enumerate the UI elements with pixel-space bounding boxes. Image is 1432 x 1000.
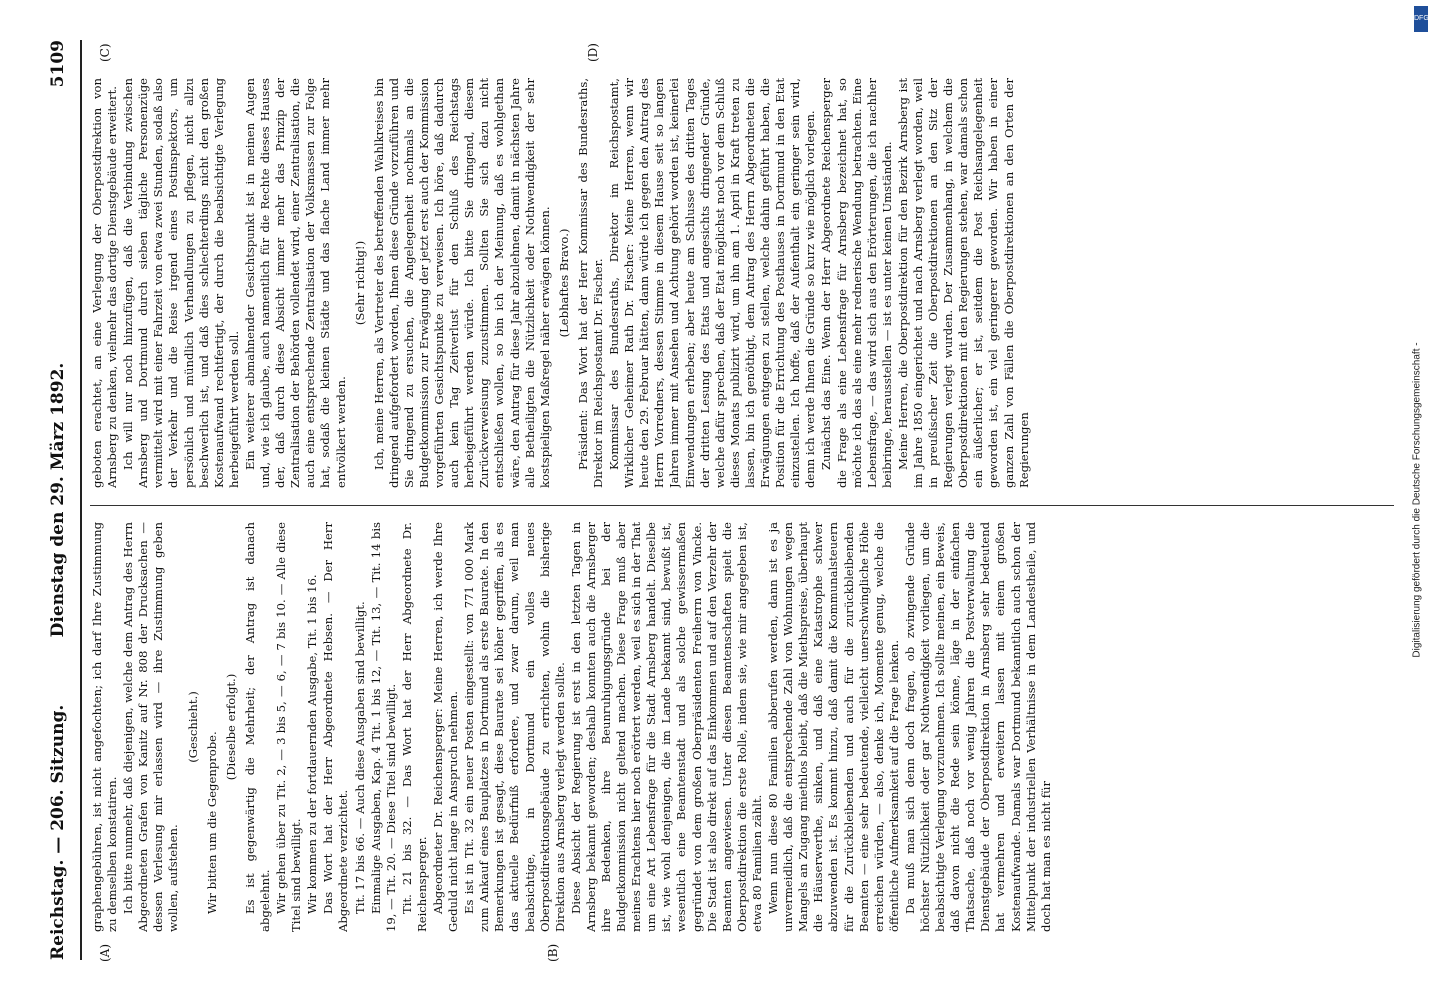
right-column-paragraph: (Lebhaftes Bravo.): [556, 228, 571, 338]
margin-marker-d: (D): [586, 43, 600, 62]
rotated-document-page: [26, 20, 1406, 980]
column-divider: [90, 505, 1394, 506]
left-column-paragraph: Es ist gegenwärtig die Mehrheit; der Antrag ist danach abgelehnt.: [242, 522, 272, 932]
margin-marker-c: (C): [98, 43, 112, 62]
credit-text: Digitalisierung gefördert durch die Deutsche Forschungsgemeinschaft -: [1411, 342, 1423, 658]
header-date: Dienstag den 29. März 1892.: [48, 362, 68, 638]
margin-marker-a: (A): [98, 943, 112, 962]
right-column-paragraph: (Sehr richtig!): [352, 240, 367, 326]
dfg-logo: DFG: [1414, 6, 1428, 32]
right-column-paragraph: Zunächst das Eine. Wenn der Herr Abgeordnete Reichensperger die Frage als eine Lebensfrage für Arnsberg bezeichnet hat, so möchte ich das als eine mehr rednerische Wendung betrachten. Eine Lebensfrage, — das wird sich aus den Erörterungen, die ich nachher beibringe, herausstellen — ist es unter keinen Umständen.: [819, 78, 894, 488]
left-column-paragraph: Wir bitten um die Gegenprobe.: [204, 731, 219, 914]
left-column-paragraph: Wenn nun diese 80 Familien abberufen werden, dann ist es ja unvermeidlich, daß die entsprechende Zahl von Wohnungen wegen Mangels an Zugang miethlos bleibt, daß die Miethspreise, überhaupt die Häuserwerthe, sinken, und daß eine Katastrophe schwer abzuwenden ist. Es kommt hinzu, daß damit die Kommunalsteuern für die Zurückbleibenden und auch für die zurückbleibenden Beamten — eine sehr bedeutende, vielleicht unerschwingliche Höhe erreichen würden, — also, denke ich, Momente genug, welche die öffentliche Aufmerksamkeit auf die Frage lenken.: [766, 522, 901, 932]
left-column-paragraph: Da muß man sich denn doch fragen, ob zwingende Gründe höchster Nützlichkeit oder gar Nothwendigkeit vorliegen, um die beabsichtigte Verlegung vorzunehmen. Ich sollte meinen, ein Beweis, daß davon nicht die Rede sein könne, läge in der einfachen Thatsache, daß noch vor wenig Jahren die Postverwaltung die Dienstgebäude der Oberpostdirektion in Arnsberg sehr bedeutend hat vermehren und erweitern lassen mit einem großen Kostenaufwande. Damals war Dortmund bekanntlich auch schon der Mittelpunkt der industriellen Verhältnisse in dem Landestheile, und doch hat man es nicht für: [902, 522, 1053, 932]
right-column-paragraph: Ich, meine Herren, als Vertreter des betreffenden Wahlkreises bin dringend aufgefordert worden, Ihnen diese Gründe vorzuführen und Sie dringend zu ersuchen, die Angelegenheit nochmals an die Budgetkommission zur Erwägung der jetzt erst auch der Kommission vorgeführten Gesichtspunkte zu verweisen. Ich höre, daß dadurch auch kein Tag Zeitverlust für den Schluß des Reichstags herbeigeführt werden würde. Ich bitte Sie dringend, diesem Zurückverweisung zuzustimmen. Sollten Sie sich dazu nicht entschließen wollen, so bin ich der Meinung, daß es wohlgethan wäre, den Antrag für diese Jahr abzulehnen, damit in nächsten Jahre alle Betheiligten die Nützlichkeit oder Nothwendigkeit der sehr kostspieligen Maßregel näher erwägen können.: [371, 78, 552, 488]
margin-marker-b: (B): [546, 943, 560, 962]
right-column-paragraph: Kommissar des Bundesraths, Direktor im Reichspostamt, Wirklicher Geheimer Rath Dr. Fischer: Meine Herren, wenn wir heute den 29. Februar hätten, dann würde ich gegen den Antrag des Herrn Vorredners, dessen Stimme in diesem Hause seit so langen Jahren immer mit Ansehen und Achtung gehört worden ist, keinerlei Einwendungen erheben; aber heute am Schlusse des dritten Tages der dritten Lesung des Etats und angesichts dringender Gründe, welche dafür sprechen, daß der Etat möglichst noch vor dem Schluß dieses Monats publizirt wird, um ihn am 1. April in Kraft treten zu lassen, bin ich genöthigt, dem Antrag des Herrn Abgeordneten die Erwägungen entgegen zu stellen, welche dahin geführt haben, die Position für die Errichtung des Posthauses in Dortmund in den Etat einzustellen. Ich hoffe, daß der Aufenthalt ein geringer sein wird, denn ich werde Ihnen die Gründe so kurz wie möglich vorlegen.: [607, 78, 818, 488]
left-column-paragraph: Wir kommen zu der fortdauernden Ausgabe, Tit. 1 bis 16.: [305, 574, 320, 914]
left-column-paragraph: (Dieselbe erfolgt.): [223, 673, 238, 781]
left-column-paragraph: (Geschieht.): [185, 691, 200, 763]
left-column-paragraph: Es ist in Tit. 32 ein neuer Posten eingestellt: von 771 000 Mark zum Ankauf eines Bauplatzes in Dortmund als erste Baurate. In den Bemerkungen ist gesagt, diese Baurate sei höher gegriffen, als es das aktuelle Bedürfniß erfordere, und zwar darum, weil man beabsichtige, in Dortmund ein volles neues Oberpostdirektionsgebäude zu errichten, wohin die bisherige Direktion aus Arnsberg verlegt werden sollte.: [462, 522, 567, 932]
left-column-paragraph: Das Wort hat der Herr Abgeordnete Hebsen. — Der Herr Abgeordnete verzichtet.: [321, 522, 351, 932]
right-column-paragraph: Meine Herren, die Oberpostdirektion für den Bezirk Arnsberg ist im Jahre 1850 eingerichtet und nach Arnsberg verlegt worden, weil in preußischer Zeit die Oberpostdirektionen an den Sitz der Regierungen verlegt wurden. Der Zusammenhang, in welchem die Oberpostdirektionen mit den Regierungen stehen, war damals schon ein äußerlicher; er ist, seitdem die Post Reichsangelegenheit geworden ist, ein viel geringerer geworden. Wir haben in einer ganzen Zahl von Fällen die Oberpostdirektionen an den Orten der Regierungen: [895, 78, 1031, 488]
digitization-credit: [1404, 6, 1430, 994]
left-column-paragraph: graphengebühren, ist nicht angefochten; ich darf Ihre Zustimmung zu demselben konstatiren.: [90, 522, 120, 932]
left-column-paragraph: Tit. 17 bis 66. — Auch diese Ausgaben sind bewilligt.: [352, 601, 367, 914]
left-column-paragraph: Wir gehen über zu Tit. 2, — 3 bis 5, — 6, — 7 bis 10. — Alle diese Titel sind bewilligt.: [274, 522, 304, 932]
running-header: [40, 40, 82, 960]
left-column-paragraph: Abgeordneter Dr. Reichensperger: Meine Herren, ich werde Ihre Geduld nicht lange in Anspruch nehmen.: [430, 522, 461, 932]
right-column-paragraph: Präsident: Das Wort hat der Herr Kommissar des Bundesraths, Direktor im Reichspostamt Dr. Fischer.: [575, 78, 605, 488]
right-text-column: [90, 78, 1396, 488]
right-column-paragraph: Ich will nur noch hinzufügen, daß die Verbindung zwischen Arnsberg und Dortmund durch sieben tägliche Personenzüge vermittelt wird mit einer Fahrzeit von etwa zwei Stunden, sodaß also der Verkehr und die Reise irgend eines Postinspektors, um persönlich und mündlich Verhandlungen zu pflegen, nicht allzu beschwerlich ist, und daß dies schlechterdings nicht den großen Kostenaufwand rechtfertigt, der durch die beabsichtigte Verlegung herbeigeführt werden soll.: [121, 78, 241, 488]
left-column-paragraph: Ich bitte nunmehr, daß diejenigen, welche dem Antrag des Herrn Abgeordneten Grafen von Kanitz auf Nr. 808 der Drucksachen — dessen Verlesung mir erlassen wird — ihre Zustimmung geben wollen, aufstehen.: [121, 522, 181, 932]
left-column-paragraph: Tit. 21 bis 32. — Das Wort hat der Herr Abgeordnete Dr. Reichensperger.: [399, 522, 429, 932]
left-text-column: [90, 522, 1396, 932]
header-left: Reichstag. — 206. Sitzung.: [48, 704, 68, 960]
left-column-paragraph: Diese Absicht der Regierung ist erst in den letzten Tagen in Arnsberg bekannt geworden; deshalb konnten auch die Arnsberger ihre Bedenken, ihre Beunruhigungsgründe bei der Budgetkommission nicht geltend machen. Diese Frage muß aber meines Erachtens hier noch erörtert werden, weil es sich in der That um eine Art Lebensfrage für die Stadt Arnsberg handelt. Dieselbe ist, wie wohl denjenigen, die im Lande bekannt sind, bewußt ist, wesentlich eine Beamtenstadt und als solche gewissermaßen gegründet von dem großen Oberpräsidenten Freiherrn von Vincke. Die Stadt ist also direkt auf das Einkommen und auf den Verzehr der Beamten angewiesen. Unter diesen Beamtenschaften spielt die Oberpostdirektion die erste Rolle, indem sie, wie mir angegeben ist, etwa 80 Familien zählt.: [568, 522, 764, 932]
right-column-paragraph: geboten erachtet, an eine Verlegung der Oberpostdirektion von Arnsberg zu denken, vielmehr das dortige Dienstgebäude erweitert.: [90, 78, 120, 488]
page-number: 5109: [48, 40, 68, 88]
left-column-paragraph: Einmalige Ausgaben, Kap. 4 Tit. 1 bis 12, — Tit. 13, — Tit. 14 bis 19, — Tit. 20. — Diese Titel sind bewilligt.: [368, 522, 398, 932]
right-column-paragraph: Ein weiterer abmahnender Gesichtspunkt ist in meinen Augen und, wie ich glaube, auch namentlich für die Rechte dieses Hauses der, daß durch diese Absicht immer mehr das Prinzip der Zentralisation der Behörden vollendet wird, einer Zentralisation, die auch eine entsprechende Zentralisation der Volksmassen zur Folge hat, sodaß die kleinen Städte und das flache Land immer mehr entvölkert werden.: [242, 78, 348, 488]
